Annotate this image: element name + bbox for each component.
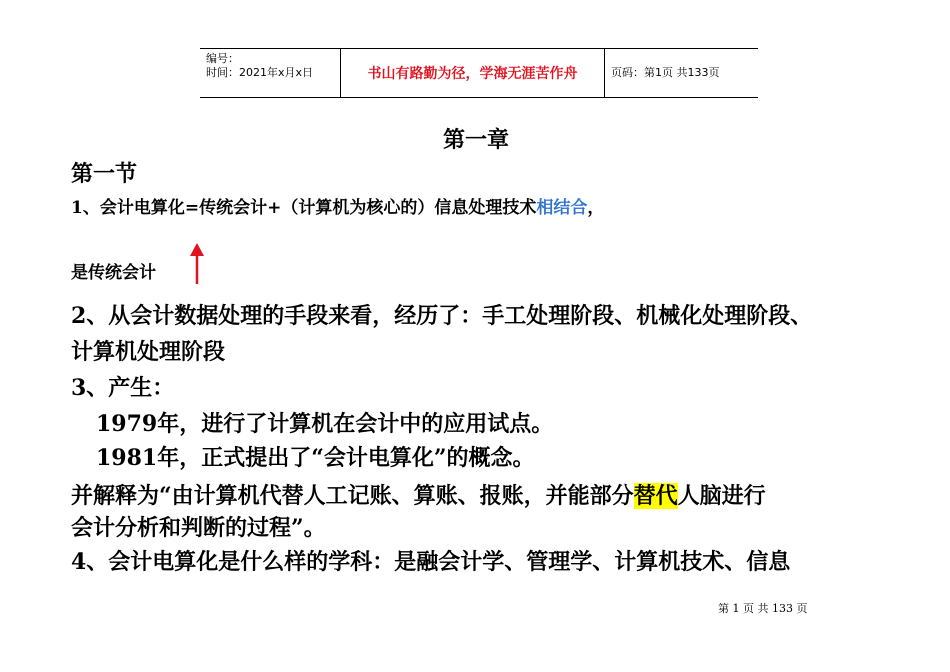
highlighted-text: 替代: [633, 483, 678, 509]
motto: 书山有路勤为径，学海无涯苦作舟: [367, 66, 578, 82]
header-page-cell: [605, 49, 758, 97]
number-label: 编号：: [206, 52, 239, 65]
up-arrow-icon: [186, 242, 208, 286]
item2-line1: 2、从会计数据处理的手段来看，经历了：手工处理阶段、机械化处理阶段、: [71, 303, 813, 329]
chapter-title: 第一章: [443, 127, 510, 153]
page-label: 页码：第1页 共133页: [611, 66, 720, 79]
page-footer: 第 1 页 共 133 页: [718, 602, 808, 615]
item3-1979: 1979年，进行了计算机在会计中的应用试点。: [96, 411, 554, 437]
header-info-cell: [200, 49, 341, 97]
item4-line1: 4、会计电算化是什么样的学科：是融会计学、管理学、计算机技术、信息: [71, 549, 791, 575]
item1-link-text: 相结合: [536, 198, 588, 218]
item3-explain-line2: 会计分析和判断的过程”。: [71, 515, 326, 541]
item3-1981: 1981年，正式提出了“会计电算化”的概念。: [96, 445, 535, 471]
section-title: 第一节: [71, 161, 138, 187]
item1-line: [71, 196, 604, 220]
header-table: [200, 48, 758, 98]
item1-comma: ，: [587, 198, 605, 218]
item1-text: 1、会计电算化=传统会计+（计算机为核心的）信息处理技术: [71, 198, 537, 218]
item3-title: 3、产生：: [71, 375, 175, 401]
explain-text-b: 人脑进行: [677, 483, 766, 509]
item1-note: 是传统会计: [71, 263, 156, 283]
explain-text-a: 并解释为“由计算机代替人工记账、算账、报账，并能部分: [71, 483, 634, 509]
header-motto-cell: [341, 49, 605, 97]
item3-explain-line1: [71, 478, 766, 514]
time-label: 时间：2021年x月x日: [206, 66, 314, 79]
item2-line2: 计算机处理阶段: [71, 339, 226, 365]
